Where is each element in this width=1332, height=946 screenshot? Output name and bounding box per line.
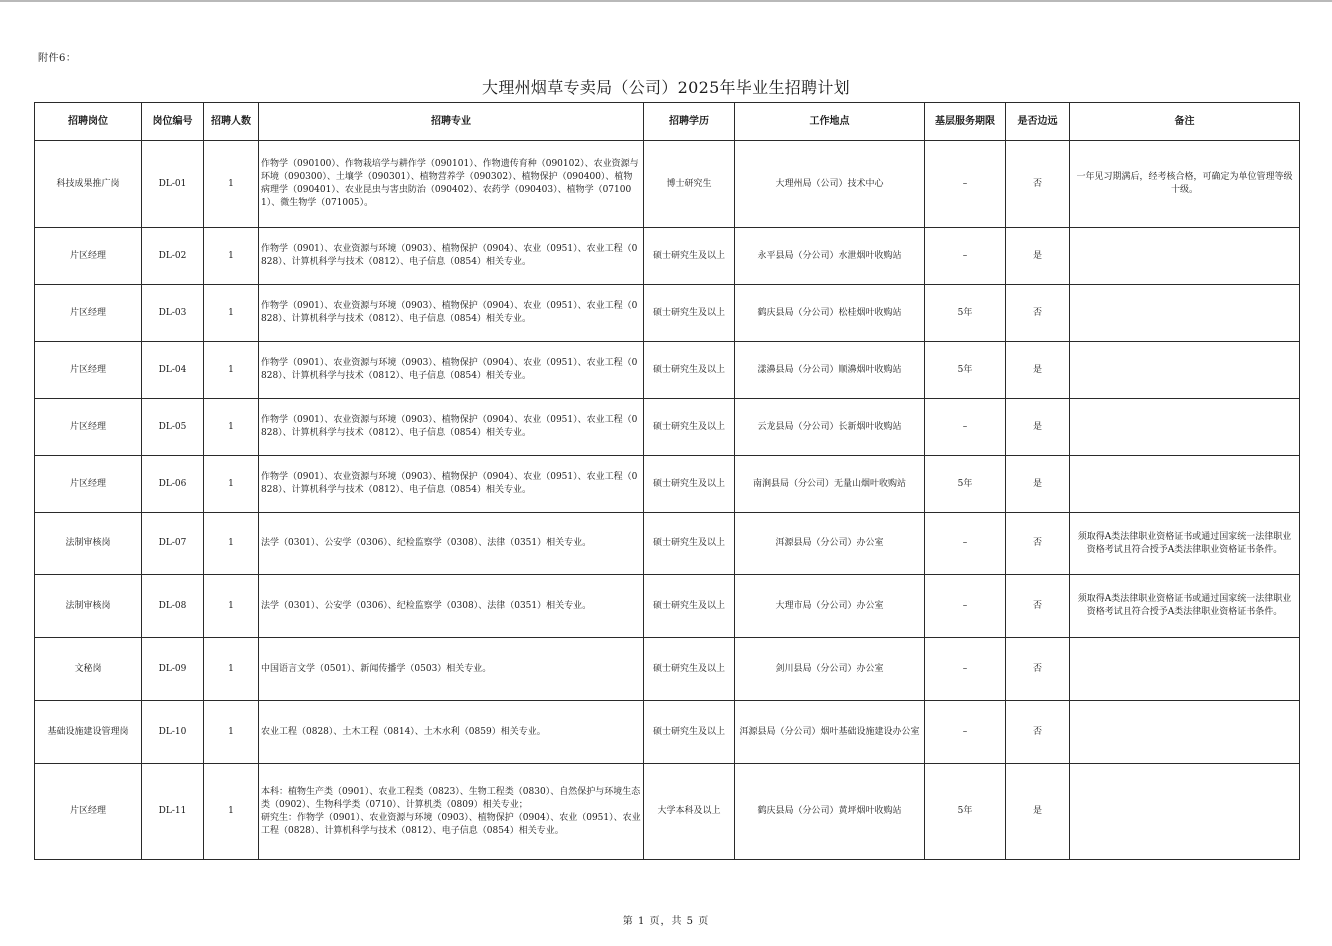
cell-code: DL-06	[142, 456, 204, 513]
cell-location: 大理州局（公司）技术中心	[735, 141, 925, 228]
cell-count: 1	[204, 764, 259, 860]
cell-code: DL-09	[142, 638, 204, 701]
cell-education: 硕士研究生及以上	[644, 638, 735, 701]
cell-code: DL-04	[142, 342, 204, 399]
page-number: 第 1 页，共 5 页	[622, 916, 710, 927]
table-row	[35, 399, 1300, 456]
cell-count: 1	[204, 638, 259, 701]
cell-major: 作物学（0901）、农业资源与环境（0903）、植物保护（0904）、农业（0951）、农业工程（0828）、计算机科学与技术（0812）、电子信息（0854）相关专业。	[259, 228, 644, 285]
header-education: 招聘学历	[644, 103, 735, 141]
cell-service-period: –	[925, 399, 1006, 456]
cell-remote: 否	[1006, 141, 1070, 228]
cell-major: 作物学（0901）、农业资源与环境（0903）、植物保护（0904）、农业（0951）、农业工程（0828）、计算机科学与技术（0812）、电子信息（0854）相关专业。	[259, 342, 644, 399]
cell-location: 永平县局（分公司）水泄烟叶收购站	[735, 228, 925, 285]
cell-count: 1	[204, 575, 259, 638]
header-count: 招聘人数	[204, 103, 259, 141]
document-title: 大理州烟草专卖局（公司）2025年毕业生招聘计划	[482, 78, 850, 97]
cell-count: 1	[204, 141, 259, 228]
cell-remote: 是	[1006, 399, 1070, 456]
cell-remark	[1070, 285, 1300, 342]
cell-location: 云龙县局（分公司）长新烟叶收购站	[735, 399, 925, 456]
cell-position: 片区经理	[35, 342, 142, 399]
cell-location: 南涧县局（分公司）无量山烟叶收购站	[735, 456, 925, 513]
cell-position: 片区经理	[35, 228, 142, 285]
attachment-label: 附件6：	[38, 53, 77, 64]
cell-count: 1	[204, 513, 259, 575]
table-row	[35, 342, 1300, 399]
cell-count: 1	[204, 399, 259, 456]
cell-major: 法学（0301）、公安学（0306）、纪检监察学（0308）、法律（0351）相关专业。	[259, 575, 644, 638]
cell-position: 文秘岗	[35, 638, 142, 701]
cell-code: DL-10	[142, 701, 204, 764]
cell-remark: 须取得A类法律职业资格证书或通过国家统一法律职业资格考试且符合授予A类法律职业资格证书条件。	[1070, 513, 1300, 575]
cell-education: 大学本科及以上	[644, 764, 735, 860]
cell-service-period: –	[925, 638, 1006, 701]
cell-remark	[1070, 399, 1300, 456]
table-row	[35, 228, 1300, 285]
cell-service-period: 5年	[925, 456, 1006, 513]
cell-remote: 否	[1006, 638, 1070, 701]
cell-location: 鹤庆县局（分公司）松桂烟叶收购站	[735, 285, 925, 342]
cell-education: 硕士研究生及以上	[644, 513, 735, 575]
cell-major: 法学（0301）、公安学（0306）、纪检监察学（0308）、法律（0351）相关专业。	[259, 513, 644, 575]
table-row	[35, 513, 1300, 575]
header-code: 岗位编号	[142, 103, 204, 141]
cell-remark: 一年见习期满后，经考核合格，可确定为单位管理等级十级。	[1070, 141, 1300, 228]
cell-count: 1	[204, 701, 259, 764]
cell-service-period: 5年	[925, 342, 1006, 399]
cell-remark	[1070, 456, 1300, 513]
table-row	[35, 456, 1300, 513]
table-row	[35, 285, 1300, 342]
cell-code: DL-11	[142, 764, 204, 860]
header-location: 工作地点	[735, 103, 925, 141]
header-remark: 备注	[1070, 103, 1300, 141]
cell-major: 中国语言文学（0501）、新闻传播学（0503）相关专业。	[259, 638, 644, 701]
cell-major: 农业工程（0828）、土木工程（0814）、土木水利（0859）相关专业。	[259, 701, 644, 764]
cell-remote: 是	[1006, 456, 1070, 513]
recruitment-plan-table	[34, 102, 1300, 860]
table-row	[35, 701, 1300, 764]
cell-code: DL-03	[142, 285, 204, 342]
cell-remark	[1070, 701, 1300, 764]
cell-code: DL-05	[142, 399, 204, 456]
cell-remark: 须取得A类法律职业资格证书或通过国家统一法律职业资格考试且符合授予A类法律职业资格证书条件。	[1070, 575, 1300, 638]
cell-remote: 否	[1006, 701, 1070, 764]
cell-position: 法制审核岗	[35, 513, 142, 575]
cell-location: 鹤庆县局（分公司）黄坪烟叶收购站	[735, 764, 925, 860]
header-major: 招聘专业	[259, 103, 644, 141]
table-row	[35, 141, 1300, 228]
cell-count: 1	[204, 228, 259, 285]
cell-location: 大理市局（分公司）办公室	[735, 575, 925, 638]
cell-education: 硕士研究生及以上	[644, 342, 735, 399]
cell-education: 硕士研究生及以上	[644, 456, 735, 513]
cell-location: 洱源县局（分公司）办公室	[735, 513, 925, 575]
cell-position: 片区经理	[35, 285, 142, 342]
cell-code: DL-08	[142, 575, 204, 638]
cell-major: 作物学（0901）、农业资源与环境（0903）、植物保护（0904）、农业（0951）、农业工程（0828）、计算机科学与技术（0812）、电子信息（0854）相关专业。	[259, 456, 644, 513]
cell-count: 1	[204, 342, 259, 399]
cell-service-period: –	[925, 513, 1006, 575]
table-row	[35, 638, 1300, 701]
cell-code: DL-02	[142, 228, 204, 285]
table-row	[35, 575, 1300, 638]
cell-major: 作物学（0901）、农业资源与环境（0903）、植物保护（0904）、农业（0951）、农业工程（0828）、计算机科学与技术（0812）、电子信息（0854）相关专业。	[259, 285, 644, 342]
cell-education: 硕士研究生及以上	[644, 399, 735, 456]
cell-position: 法制审核岗	[35, 575, 142, 638]
cell-remark	[1070, 764, 1300, 860]
cell-position: 科技成果推广岗	[35, 141, 142, 228]
cell-position: 片区经理	[35, 764, 142, 860]
cell-education: 硕士研究生及以上	[644, 285, 735, 342]
cell-remote: 是	[1006, 342, 1070, 399]
header-remote: 是否边远	[1006, 103, 1070, 141]
cell-education: 博士研究生	[644, 141, 735, 228]
cell-remote: 否	[1006, 575, 1070, 638]
header-position: 招聘岗位	[35, 103, 142, 141]
cell-count: 1	[204, 285, 259, 342]
cell-location: 洱源县局（分公司）烟叶基础设施建设办公室	[735, 701, 925, 764]
cell-remote: 否	[1006, 285, 1070, 342]
cell-education: 硕士研究生及以上	[644, 228, 735, 285]
cell-education: 硕士研究生及以上	[644, 575, 735, 638]
header-service-period: 基层服务期限	[925, 103, 1006, 141]
cell-count: 1	[204, 456, 259, 513]
cell-service-period: –	[925, 701, 1006, 764]
cell-major: 作物学（0901）、农业资源与环境（0903）、植物保护（0904）、农业（0951）、农业工程（0828）、计算机科学与技术（0812）、电子信息（0854）相关专业。	[259, 399, 644, 456]
cell-remote: 是	[1006, 764, 1070, 860]
cell-position: 基础设施建设管理岗	[35, 701, 142, 764]
cell-service-period: 5年	[925, 764, 1006, 860]
cell-major: 作物学（090100）、作物栽培学与耕作学（090101）、作物遗传育种（090102）、农业资源与环境（090300）、土壤学（090301）、植物营养学（090302）、植物保护（090400）、植物病理学（090401）、农业昆虫与害虫防治（090402）、农药学（090403）、植物学（071001）、微生物学（071005）。	[259, 141, 644, 228]
top-border-line	[0, 0, 1332, 2]
cell-location: 剑川县局（分公司）办公室	[735, 638, 925, 701]
cell-location: 漾濞县局（分公司）顺濞烟叶收购站	[735, 342, 925, 399]
cell-remote: 否	[1006, 513, 1070, 575]
cell-position: 片区经理	[35, 456, 142, 513]
cell-service-period: –	[925, 141, 1006, 228]
cell-position: 片区经理	[35, 399, 142, 456]
cell-service-period: 5年	[925, 285, 1006, 342]
cell-education: 硕士研究生及以上	[644, 701, 735, 764]
cell-major: 本科：植物生产类（0901）、农业工程类（0823）、生物工程类（0830）、自然保护与环境生态类（0902）、生物科学类（0710）、计算机类（0809）相关专业； 研究生：作物学（0901）、农业资源与环境（0903）、植物保护（0904）、农业（0951）、农业工程（0828）、计算机科学与技术（0812）、电子信息（0854）相关专业。	[259, 764, 644, 860]
cell-remote: 是	[1006, 228, 1070, 285]
table-row	[35, 764, 1300, 860]
cell-remark	[1070, 638, 1300, 701]
table-header-row	[35, 103, 1300, 141]
cell-code: DL-01	[142, 141, 204, 228]
cell-service-period: –	[925, 575, 1006, 638]
cell-service-period: –	[925, 228, 1006, 285]
cell-remark	[1070, 342, 1300, 399]
cell-remark	[1070, 228, 1300, 285]
cell-code: DL-07	[142, 513, 204, 575]
